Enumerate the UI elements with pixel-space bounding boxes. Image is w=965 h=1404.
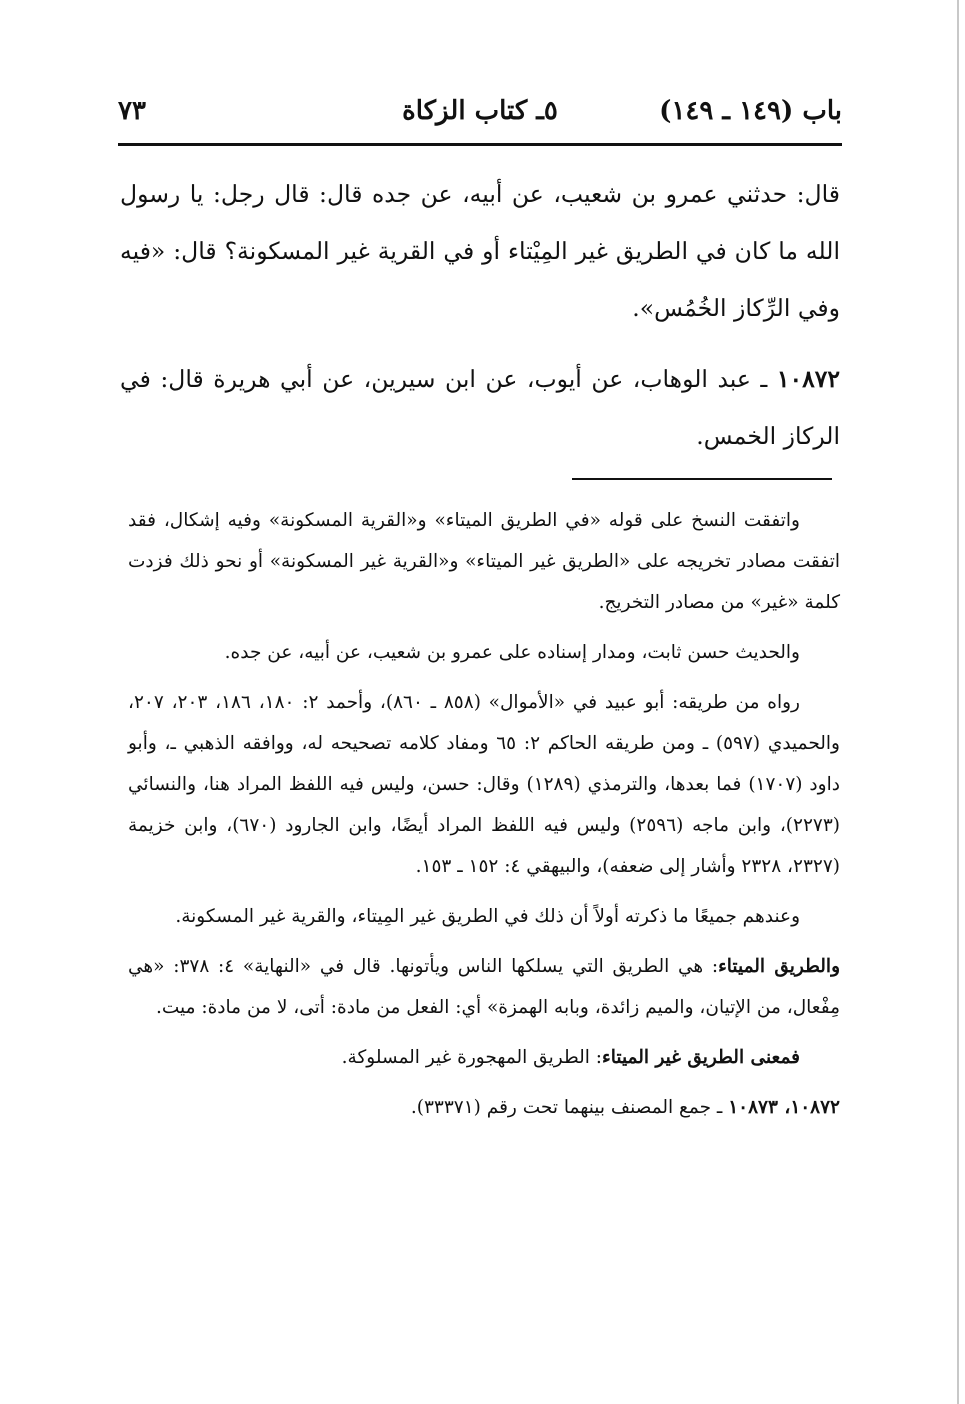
footnote-paragraph	[128, 1037, 840, 1078]
footnote-definition: : هي الطريق التي يسلكها الناس ويأتونها. قال في «النهاية» ٤: ٣٧٨: «هي مِفْعال، من الإتيان، والميم زائدة، وبابه الهمزة» أي: الفعل من مادة: أتى، لا من مادة: ميت.	[128, 956, 840, 1018]
footnotes	[128, 500, 840, 1137]
footnote-separator	[572, 478, 832, 480]
footnote-term: والطريق الميتاء	[718, 956, 841, 977]
footnote-paragraph: رواه من طريقه: أبو عبيد في «الأموال» (٨٥٨ ـ ٨٦٠)، وأحمد ٢: ١٨٠، ١٨٦، ٢٠٣، ٢٠٧، والحميدي (٥٩٧) ـ ومن طريقه الحاكم ٢: ٦٥ ومفاد كلامه تصحيحه له، ووافقه الذهبي ـ، وأبو داود (١٧٠٧) فما بعدها، والترمذي (١٢٨٩) وقال: حسن، وليس فيه اللفظ المراد هنا، والنسائي (٢٢٧٣)، وابن ماجه (٢٥٩٦) وليس فيه اللفظ المراد أيضًا، وابن الجارود (٦٧٠)، وابن خزيمة (٢٣٢٧، ٢٣٢٨ وأشار إلى ضعفه)، والبيهقي ٤: ١٥٢ ـ ١٥٣.	[128, 692, 840, 877]
footnote-paragraph	[128, 946, 840, 1028]
running-header	[118, 90, 842, 146]
header-book-title: ٥ـ كتاب الزكاة	[402, 96, 558, 126]
hadith-text: ـ عبد الوهاب، عن أيوب، عن ابن سيرين، عن أبي هريرة قال: في الركاز الخمس.	[120, 365, 840, 450]
page-number: ٧٣	[118, 96, 146, 126]
footnote-term: فمعنى الطريق غير الميتاء	[602, 1047, 800, 1068]
footnote-paragraph: وعندهم جميعًا ما ذكرته أولاً أن ذلك في الطريق غير المِيتاء، والقرية غير المسكونة.	[175, 906, 800, 927]
header-rule	[118, 143, 842, 146]
main-text	[120, 166, 840, 465]
footnote-hadith-numbers: ١٠٨٧٢، ١٠٨٧٣	[728, 1097, 840, 1118]
hadith-paragraph	[120, 351, 840, 465]
header-chapter: باب (١٤٩ ـ ١٤٩)	[659, 96, 842, 126]
hadith-number: ١٠٨٧٢	[776, 365, 840, 393]
footnote-definition: : الطريق المهجورة غير المسلوكة.	[341, 1047, 603, 1068]
page-edge-line	[957, 0, 959, 1404]
footnote-paragraph: واتفقت النسخ على قوله «في الطريق الميتاء» و«القرية المسكونة» وفيه إشكال، فقد اتفقت مصادر تخريجه على «الطريق غير الميتاء» و«القرية غير المسكونة» أو نحو ذلك فزدت كلمة «غير» من مصادر التخريج.	[128, 510, 840, 613]
footnote-paragraph	[128, 1087, 840, 1128]
footnote-paragraph: والحديث حسن ثابت، ومدار إسناده على عمرو بن شعيب، عن أبيه، عن جده.	[224, 642, 800, 663]
footnote-remark: ـ جمع المصنف بينهما تحت رقم (٣٣٣٧١).	[410, 1097, 729, 1118]
main-paragraph: قال: حدثني عمرو بن شعيب، عن أبيه، عن جده قال: قال رجل: يا رسول الله ما كان في الطريق غير المِيْتاء أو في القرية غير المسكونة؟ قال: «فيه وفي الرِّكاز الخُمُس».	[120, 180, 840, 322]
